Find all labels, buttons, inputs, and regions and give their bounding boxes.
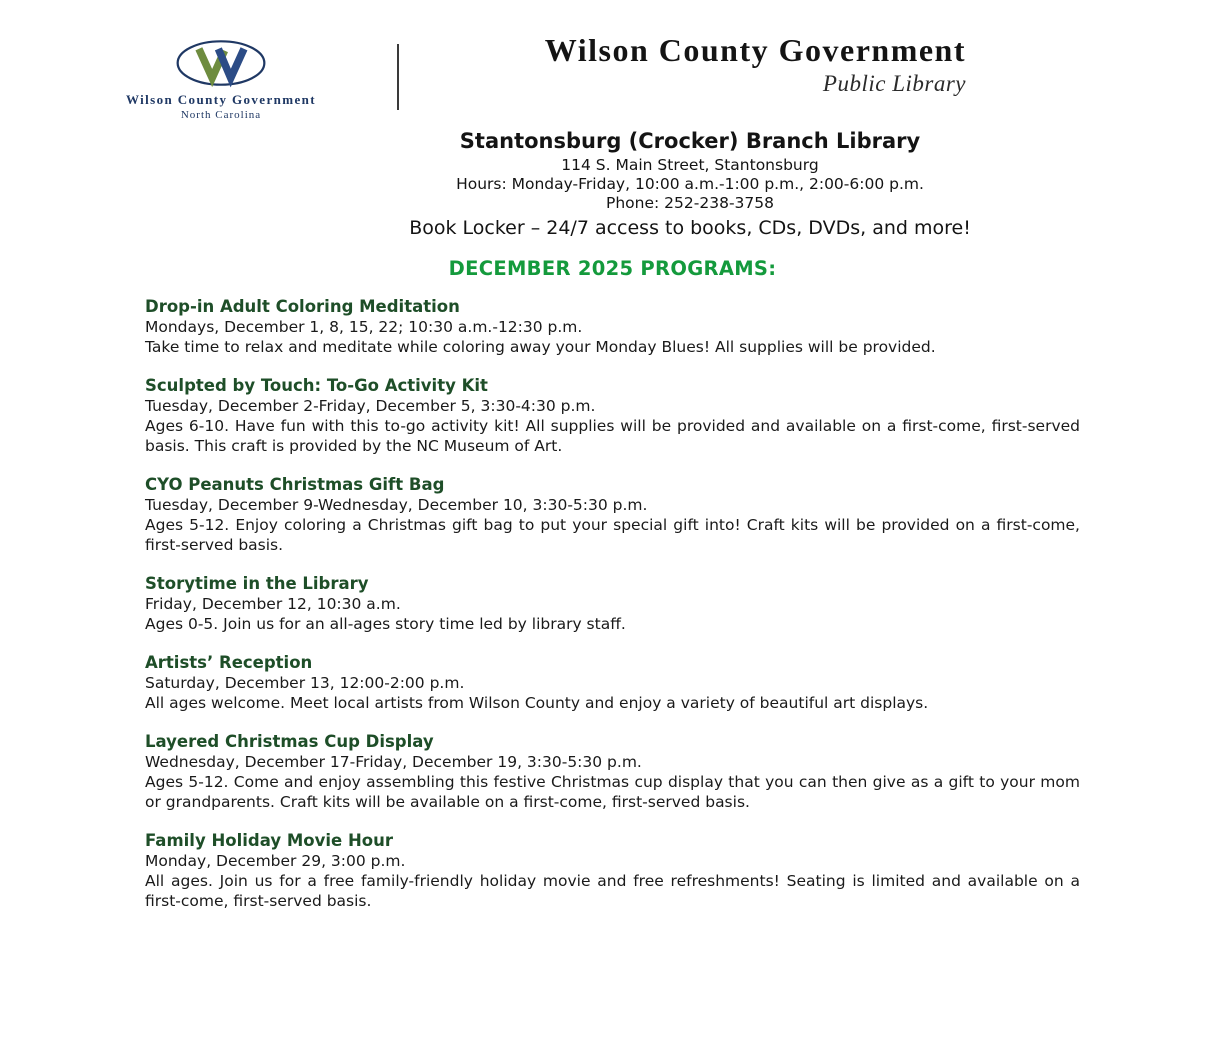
programs-list: [145, 297, 1080, 930]
program-when: Tuesday, December 2-Friday, December 5, 3:30-4:30 p.m.: [145, 397, 596, 415]
program-description: All ages welcome. Meet local artists from Wilson County and enjoy a variety of beautiful art displays.: [145, 694, 929, 712]
wilson-logo-icon: [175, 38, 267, 88]
program-when: Monday, December 29, 3:00 p.m.: [145, 852, 406, 870]
branch-phone: Phone: 252-238-3758: [606, 194, 774, 212]
program-when: Mondays, December 1, 8, 15, 22; 10:30 a.m.-12:30 p.m.: [145, 318, 583, 336]
program-when: Tuesday, December 9-Wednesday, December 10, 3:30-5:30 p.m.: [145, 496, 648, 514]
program-title: Layered Christmas Cup Display: [145, 732, 434, 751]
program-when: Saturday, December 13, 12:00-2:00 p.m.: [145, 674, 465, 692]
wilson-county-logo: [112, 38, 330, 121]
program-block: [145, 297, 1080, 357]
program-when: Wednesday, December 17-Friday, December 19, 3:30-5:30 p.m.: [145, 753, 642, 771]
header-divider: [397, 44, 399, 110]
program-block: [145, 574, 1080, 634]
program-block: [145, 475, 1080, 555]
program-description: Ages 0-5. Join us for an all-ages story time led by library staff.: [145, 615, 626, 633]
book-locker-line: Book Locker – 24/7 access to books, CDs, DVDs, and more!: [409, 217, 971, 239]
program-title: Drop-in Adult Coloring Meditation: [145, 297, 460, 316]
branch-hours: Hours: Monday-Friday, 10:00 a.m.-1:00 p.m., 2:00-6:00 p.m.: [456, 175, 924, 193]
header-title: Wilson County Government: [544, 32, 966, 68]
program-description: Ages 5-12. Come and enjoy assembling this festive Christmas cup display that you can then give as a gift to your mom or grandparents. Craft kits will be available on a first-come, first-served basis.: [145, 773, 1080, 811]
program-description: Ages 6-10. Have fun with this to-go activity kit! All supplies will be provided and available on a first-come, first-served basis. This craft is provided by the NC Museum of Art.: [145, 417, 1080, 455]
program-block: [145, 653, 1080, 713]
branch-address: 114 S. Main Street, Stantonsburg: [561, 156, 819, 174]
program-block: [145, 376, 1080, 456]
logo-state: North Carolina: [180, 109, 262, 121]
program-when: Friday, December 12, 10:30 a.m.: [145, 595, 401, 613]
program-title: Artists’ Reception: [145, 653, 313, 672]
header-subtitle: Public Library: [822, 71, 966, 96]
program-title: CYO Peanuts Christmas Gift Bag: [145, 475, 445, 494]
program-description: All ages. Join us for a free family-friendly holiday movie and free refreshments! Seating is limited and available on a first-come, first-served basis.: [145, 872, 1080, 910]
program-block: [145, 831, 1080, 911]
masthead: [440, 31, 966, 97]
program-description: Ages 5-12. Enjoy coloring a Christmas gift bag to put your special gift into! Craft kits will be provided on a first-come, first-served basis.: [145, 516, 1080, 554]
program-title: Family Holiday Movie Hour: [145, 831, 393, 850]
branch-name: Stantonsburg (Crocker) Branch Library: [459, 129, 921, 153]
branch-info: [300, 129, 1080, 240]
program-title: Sculpted by Touch: To-Go Activity Kit: [145, 376, 488, 395]
program-description: Take time to relax and meditate while coloring away your Monday Blues! All supplies will be provided.: [145, 338, 936, 356]
program-title: Storytime in the Library: [145, 574, 369, 593]
program-block: [145, 732, 1080, 812]
logo-org-name: Wilson County Government: [125, 92, 317, 107]
programs-heading: DECEMBER 2025 PROGRAMS:: [448, 257, 777, 280]
